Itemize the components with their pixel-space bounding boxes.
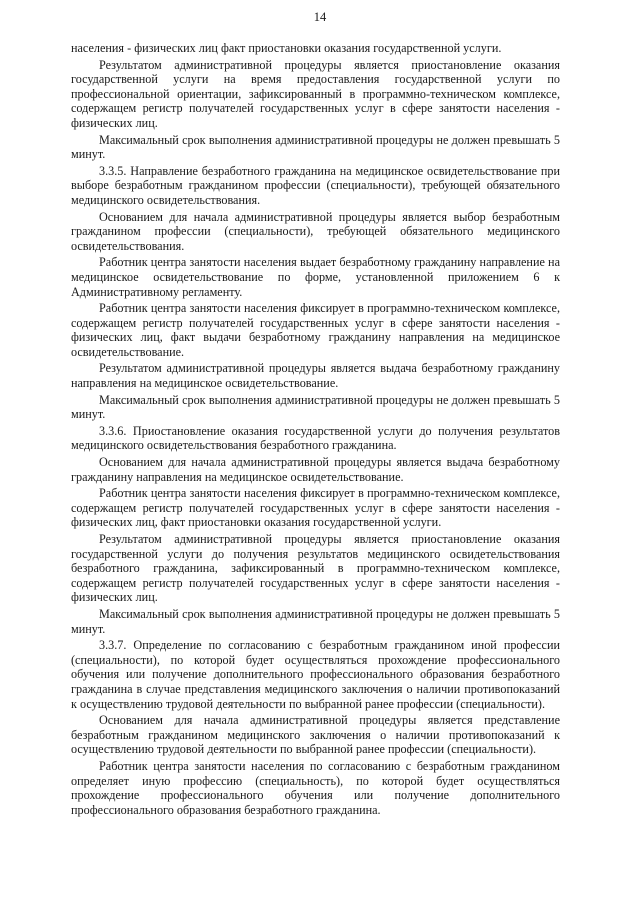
paragraph-basis: Основанием для начала административной процедуры является выбор безработным гражданином профессии (специальности), требующей обязательного медицинского освидетельствования. — [71, 209, 560, 253]
paragraph-continuation: населения - физических лиц факт приостановки оказания государственной услуги. — [71, 41, 502, 55]
paragraph-worker-determines: Работник центра занятости населения по согласованию с безработным гражданином определяет иную профессию (специальность), по которой будет осуществляться прохождение профессионального обучения или получение дополнительного профессионального образования безработного гражданина. — [71, 758, 560, 817]
paragraph-worker-issues: Работник центра занятости населения выдает безработному гражданину направление на медицинское освидетельствование по форме, установленной приложением 6 к Административному регламенту. — [71, 255, 560, 299]
paragraph-basis: Основанием для начала административной процедуры является представление безработным гражданином медицинского заключения о наличии противопоказаний к осуществлению трудовой деятельности по выбранной ранее профессии (специальности). — [71, 713, 560, 757]
section-3-3-7-heading: 3.3.7. Определение по согласованию с безработным гражданином иной профессии (специальности), по которой будет осуществляться прохождение профессионального обучения или получение дополнительного профессионального образования безработного гражданина в случае представления медицинского заключения о наличии противопоказаний к осуществлению трудовой деятельности по выбранной ранее профессии (специальности). — [71, 638, 560, 711]
paragraph-max-time: Максимальный срок выполнения административной процедуры не должен превышать 5 минут. — [71, 392, 560, 422]
section-3-3-5-heading: 3.3.5. Направление безработного гражданина на медицинское освидетельствование при выборе безработным гражданином профессии (специальности), требующей обязательного медицинского освидетельствования. — [71, 163, 560, 207]
paragraph-worker-records: Работник центра занятости населения фиксирует в программно-техническом комплексе, содержащем регистр получателей государственных услуг в сфере занятости населения - физических лиц, факт приостановки оказания государственной услуги. — [71, 486, 560, 530]
paragraph-max-time: Максимальный срок выполнения административной процедуры не должен превышать 5 минут. — [71, 132, 560, 162]
paragraph-result-suspension: Результатом административной процедуры является приостановление оказания государственной услуги на время предоставления государственной услуги по профессиональной ориентации, зафиксированный в программно-техническом комплексе, содержащем регистр получателей государственных услуг в сфере занятости населения - физических лиц. — [71, 57, 560, 130]
page-number: 14 — [313, 10, 327, 24]
paragraph-result: Результатом административной процедуры является выдача безработному гражданину направления на медицинское освидетельствование. — [71, 361, 560, 391]
section-3-3-6-heading: 3.3.6. Приостановление оказания государственной услуги до получения результатов медицинского освидетельствования безработного гражданина. — [71, 423, 560, 453]
paragraph-result: Результатом административной процедуры является приостановление оказания государственной услуги до получения результатов медицинского освидетельствования безработного гражданина, зафиксированный в программно-техническом комплексе, содержащем регистр получателей государственных услуг в сфере занятости населения - физических лиц. — [71, 532, 560, 605]
paragraph-worker-records: Работник центра занятости населения фиксирует в программно-техническом комплексе, содержащем регистр получателей государственных услуг в сфере занятости населения - физических лиц, факт выдачи безработному гражданину направления на медицинское освидетельствование. — [71, 301, 560, 359]
paragraph-basis: Основанием для начала административной процедуры является выдача безработному гражданину направления на медицинское освидетельствование. — [71, 455, 560, 484]
document-body — [71, 41, 560, 819]
paragraph-max-time: Максимальный срок выполнения административной процедуры не должен превышать 5 минут. — [71, 606, 560, 636]
